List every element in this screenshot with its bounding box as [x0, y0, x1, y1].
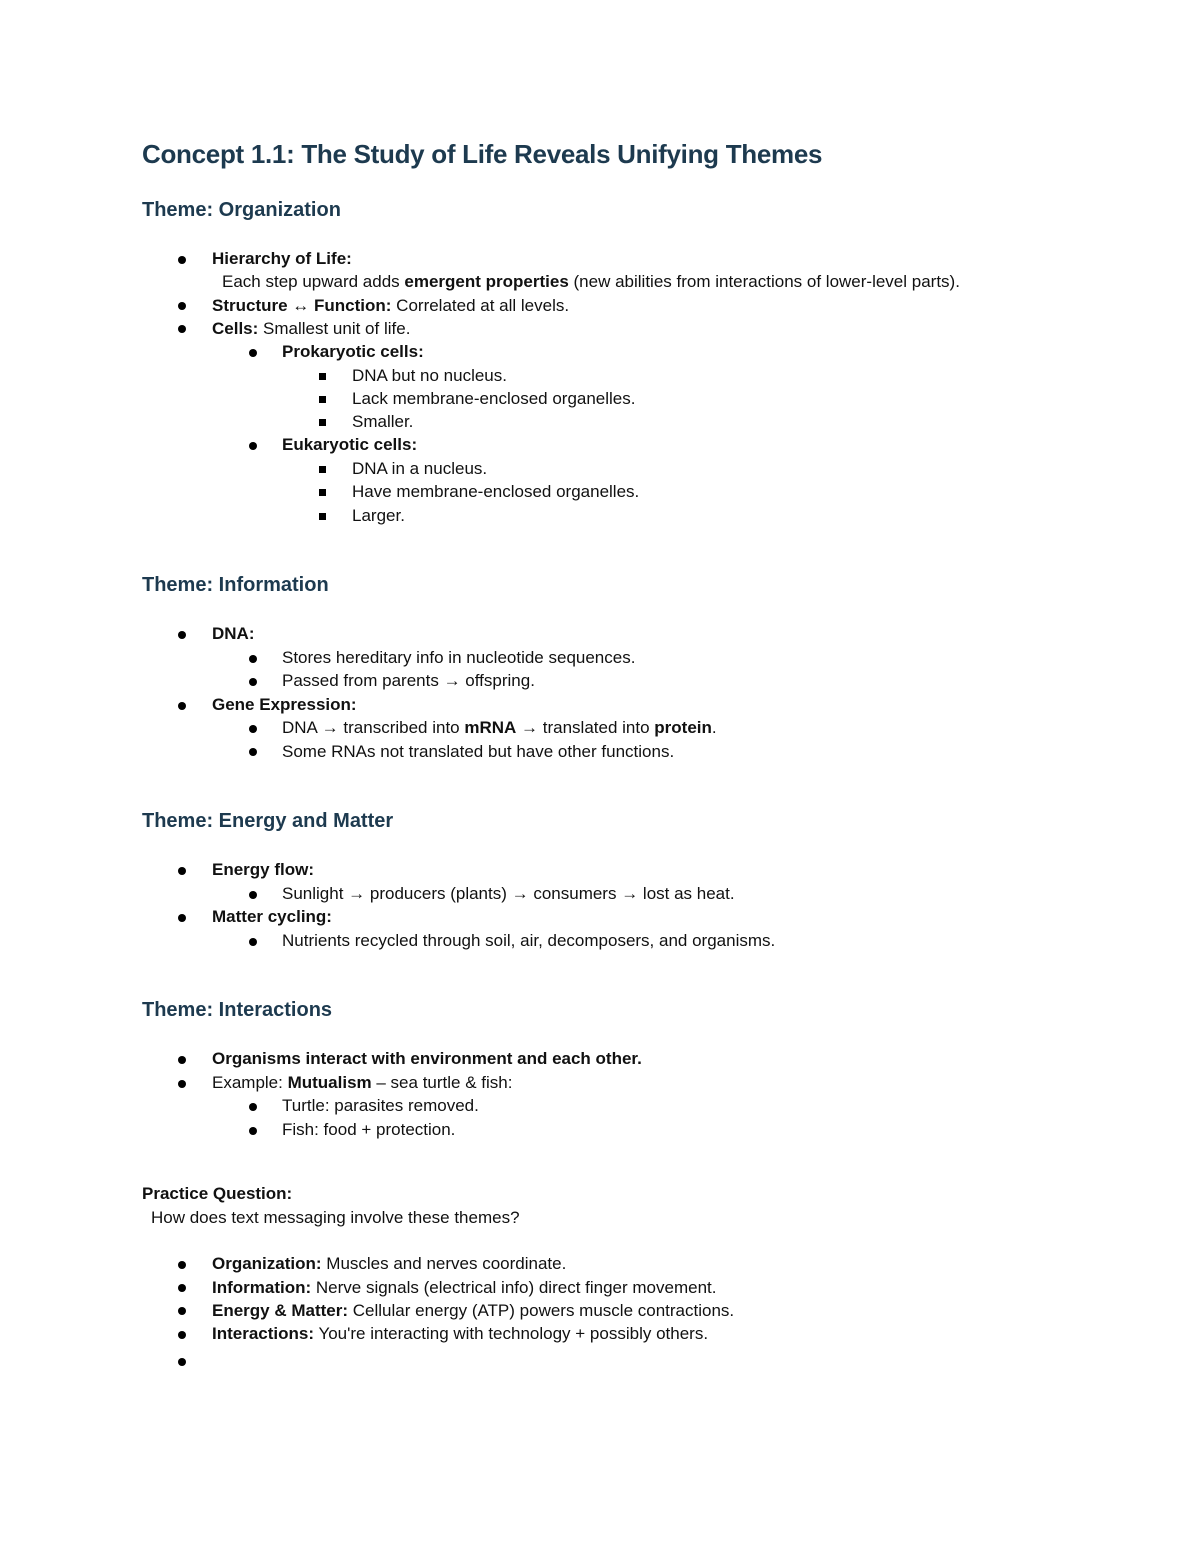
bullet-dot: [178, 1261, 186, 1269]
list-item: Example: Mutualism – sea turtle & fish:: [212, 1073, 513, 1092]
bullet-dot: [249, 725, 257, 733]
list-item: Lack membrane-enclosed organelles.: [352, 389, 636, 408]
list-item: DNA but no nucleus.: [352, 366, 507, 385]
bullet-dot: [178, 914, 186, 922]
heading-organization: Theme: Organization: [142, 199, 341, 221]
list-item: DNA → transcribed into mRNA → translated into protein.: [282, 718, 717, 737]
bullet-dot: [178, 325, 186, 333]
page-title: Concept 1.1: The Study of Life Reveals Unifying Themes: [142, 139, 823, 169]
bullet-dot: [249, 1103, 257, 1111]
bullet-square: [319, 489, 326, 496]
bullet-dot: [249, 891, 257, 899]
list-item: Sunlight → producers (plants) → consumers → lost as heat.: [282, 884, 735, 903]
list-item: Hierarchy of Life:: [212, 249, 352, 268]
practice-question-text: How does text messaging involve these themes?: [151, 1208, 520, 1227]
heading-interactions: Theme: Interactions: [142, 999, 333, 1021]
bullet-dot: [178, 702, 186, 710]
bullet-dot: [178, 1331, 186, 1339]
practice-question-label: Practice Question:: [142, 1184, 293, 1203]
bullet-square: [319, 373, 326, 380]
list-item: Larger.: [352, 506, 405, 525]
list-item: Interactions: You're interacting with technology + possibly others.: [212, 1324, 709, 1343]
bullet-dot: [178, 1080, 186, 1088]
list-item: DNA:: [212, 624, 255, 643]
list-item: Passed from parents → offspring.: [282, 671, 535, 690]
list-item: Nutrients recycled through soil, air, decomposers, and organisms.: [282, 931, 776, 950]
list-item: Structure ↔ Function: Correlated at all levels.: [212, 296, 570, 315]
bullet-square: [319, 419, 326, 426]
bullet-dot: [178, 1284, 186, 1292]
list-item: Gene Expression:: [212, 695, 357, 714]
list-item: Eukaryotic cells:: [282, 435, 418, 454]
bullet-dot: [249, 748, 257, 756]
list-item: Energy flow:: [212, 860, 315, 879]
bullet-dot: [249, 349, 257, 357]
bullet-dot: [178, 631, 186, 639]
list-item: Cells: Smallest unit of life.: [212, 319, 411, 338]
bullet-dot: [178, 1307, 186, 1315]
list-item: Prokaryotic cells:: [282, 342, 424, 361]
list-item: Stores hereditary info in nucleotide sequences.: [282, 648, 636, 667]
bullet-dot: [178, 867, 186, 875]
list-item: Some RNAs not translated but have other functions.: [282, 742, 675, 761]
heading-energy-matter: Theme: Energy and Matter: [142, 810, 394, 832]
bullet-dot: [249, 655, 257, 663]
bullet-square: [319, 466, 326, 473]
bullet-dot: [249, 442, 257, 450]
list-item: Fish: food + protection.: [282, 1120, 456, 1139]
list-item: Have membrane-enclosed organelles.: [352, 482, 640, 501]
heading-information: Theme: Information: [142, 574, 329, 596]
bullet-dot-empty-item: [178, 1358, 186, 1366]
list-item: DNA in a nucleus.: [352, 459, 488, 478]
bullet-dot: [249, 678, 257, 686]
bullet-dot: [249, 938, 257, 946]
bullet-dot: [178, 1056, 186, 1064]
list-item: Smaller.: [352, 412, 414, 431]
bullet-dot: [178, 256, 186, 264]
bullet-square: [319, 513, 326, 520]
bullet-dot: [178, 302, 186, 310]
list-item: Matter cycling:: [212, 907, 332, 926]
list-item: Turtle: parasites removed.: [282, 1096, 479, 1115]
list-item: Organisms interact with environment and each other.: [212, 1049, 642, 1068]
list-item-continuation: Each step upward adds emergent properties (new abilities from interactions of lower-level parts).: [222, 272, 960, 291]
list-item: Energy & Matter: Cellular energy (ATP) powers muscle contractions.: [212, 1301, 735, 1320]
bullet-dot: [249, 1127, 257, 1135]
list-item: Information: Nerve signals (electrical info) direct finger movement.: [212, 1278, 717, 1297]
list-item: Organization: Muscles and nerves coordinate.: [212, 1254, 567, 1273]
bullet-square: [319, 396, 326, 403]
